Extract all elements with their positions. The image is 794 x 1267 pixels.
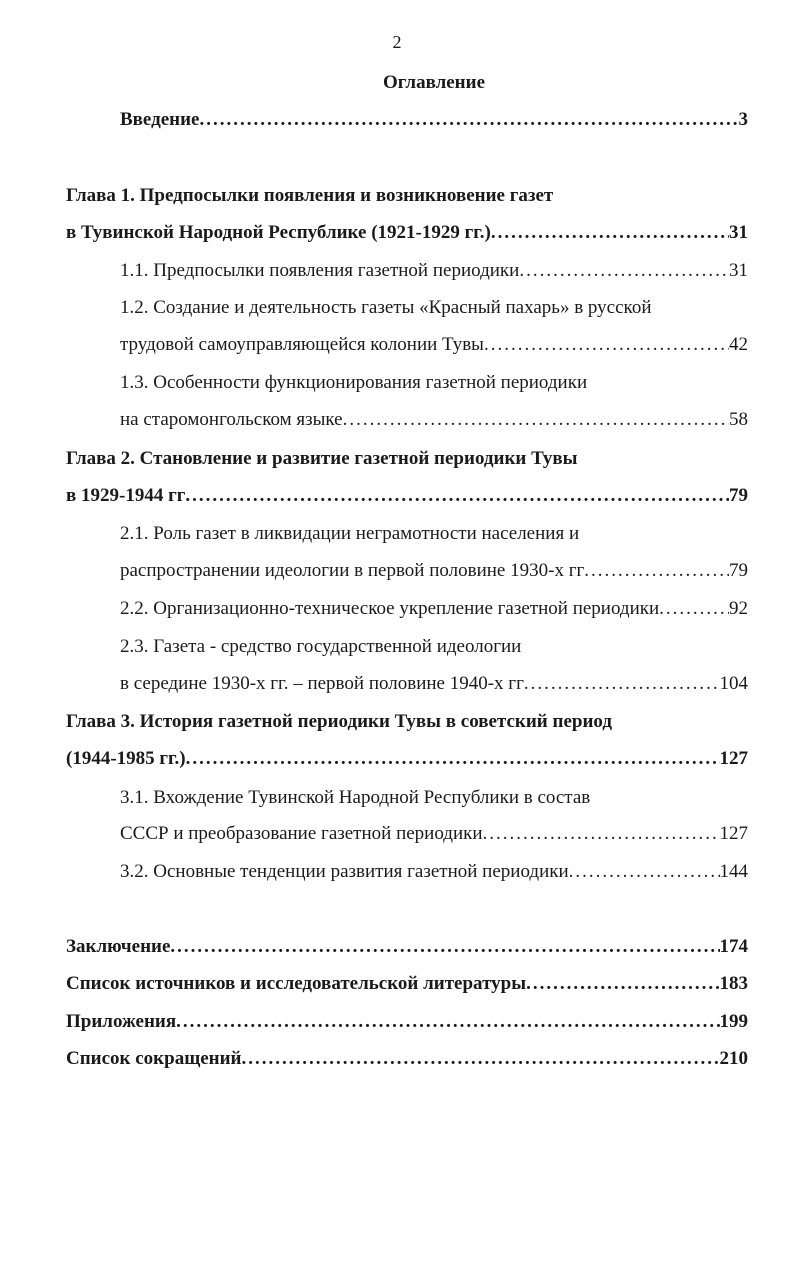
entry-title: трудовой самоуправляющейся колонии Тувы bbox=[120, 334, 484, 355]
entry-title: в 1929-1944 гг bbox=[66, 485, 186, 506]
dot-leader bbox=[176, 1008, 719, 1036]
entry-page: 31 bbox=[729, 260, 748, 281]
toc-entry-section-1-3[interactable] bbox=[120, 406, 748, 434]
dot-leader bbox=[484, 331, 729, 359]
dot-leader bbox=[185, 482, 729, 510]
dot-leader bbox=[569, 858, 720, 886]
entry-title: Список источников и исследовательской литературы bbox=[66, 973, 527, 994]
entry-page: 127 bbox=[719, 748, 748, 769]
entry-title: СССР и преобразование газетной периодики bbox=[120, 823, 483, 844]
entry-page: 42 bbox=[729, 334, 748, 355]
entry-page: 174 bbox=[719, 936, 748, 957]
entry-page: 58 bbox=[729, 409, 748, 430]
dot-leader bbox=[343, 406, 729, 434]
entry-page: 127 bbox=[719, 823, 748, 844]
toc-entry-introduction[interactable] bbox=[120, 106, 748, 134]
toc-entry-section-3-2[interactable] bbox=[120, 858, 748, 886]
entry-title: Введение bbox=[120, 109, 200, 130]
entry-page: 79 bbox=[729, 560, 748, 581]
toc-entry-chapter-2[interactable] bbox=[66, 482, 748, 510]
toc-entry-conclusion[interactable] bbox=[66, 933, 748, 961]
chapter-1-title-line-1: Глава 1. Предпосылки появления и возникновение газет bbox=[66, 185, 554, 206]
entry-page: 199 bbox=[719, 1011, 748, 1032]
entry-title: в середине 1930-х гг. – первой половине 1940-х гг bbox=[120, 673, 524, 694]
entry-page: 3 bbox=[738, 109, 748, 130]
chapter-2-title-line-1: Глава 2. Становление и развитие газетной периодики Тувы bbox=[66, 448, 578, 469]
entry-title: 3.2. Основные тенденции развития газетной периодики bbox=[120, 861, 569, 882]
toc-title: Оглавление bbox=[382, 72, 486, 93]
entry-page: 144 bbox=[719, 861, 748, 882]
toc-entry-section-2-1[interactable] bbox=[120, 557, 748, 585]
entry-title: (1944-1985 гг.) bbox=[66, 748, 186, 769]
entry-title: распространении идеологии в первой половине 1930-х гг bbox=[120, 560, 585, 581]
section-3-1-line-1: 3.1. Вхождение Тувинской Народной Республики в состав bbox=[120, 787, 591, 808]
entry-title: на старомонгольском языке bbox=[120, 409, 343, 430]
toc-entry-section-2-3[interactable] bbox=[120, 670, 748, 698]
toc-entry-chapter-3[interactable] bbox=[66, 745, 748, 773]
toc-entry-sources[interactable] bbox=[66, 970, 748, 998]
entry-page: 210 bbox=[719, 1048, 748, 1069]
section-2-1-line-1: 2.1. Роль газет в ликвидации неграмотности населения и bbox=[120, 523, 580, 544]
section-1-2-line-1: 1.2. Создание и деятельность газеты «Красный пахарь» в русской bbox=[120, 297, 652, 318]
entry-page: 31 bbox=[729, 222, 748, 243]
section-1-3-line-1: 1.3. Особенности функционирования газетной периодики bbox=[120, 372, 588, 393]
page-number: 2 bbox=[392, 32, 402, 52]
toc-entry-section-1-2[interactable] bbox=[120, 331, 748, 359]
toc-entry-section-1-1[interactable] bbox=[120, 257, 748, 285]
dot-leader bbox=[242, 1045, 720, 1073]
dot-leader bbox=[483, 820, 720, 848]
dot-leader bbox=[584, 557, 729, 585]
toc-entry-appendices[interactable] bbox=[66, 1008, 748, 1036]
toc-entry-abbreviations[interactable] bbox=[66, 1045, 748, 1073]
entry-page: 104 bbox=[719, 673, 748, 694]
dot-leader bbox=[186, 745, 720, 773]
toc-entry-section-2-2[interactable] bbox=[120, 595, 748, 623]
dot-leader bbox=[659, 595, 729, 623]
entry-page: 183 bbox=[719, 973, 748, 994]
dot-leader bbox=[519, 257, 729, 285]
dot-leader bbox=[170, 933, 719, 961]
dot-leader bbox=[526, 970, 719, 998]
entry-page: 79 bbox=[729, 485, 748, 506]
dot-leader bbox=[524, 670, 720, 698]
entry-title: Заключение bbox=[66, 936, 171, 957]
entry-title: Приложения bbox=[66, 1011, 177, 1032]
toc-entry-section-3-1[interactable] bbox=[120, 820, 748, 848]
entry-title: Список сокращений bbox=[66, 1048, 242, 1069]
entry-page: 92 bbox=[729, 598, 748, 619]
chapter-3-title-line-1: Глава 3. История газетной периодики Тувы в советский период bbox=[66, 711, 612, 732]
entry-title: в Тувинской Народной Республике (1921-1929 гг.) bbox=[66, 222, 491, 243]
dot-leader bbox=[491, 219, 729, 247]
entry-title: 1.1. Предпосылки появления газетной периодики bbox=[120, 260, 520, 281]
toc-entry-chapter-1[interactable] bbox=[66, 219, 748, 247]
dot-leader bbox=[200, 106, 739, 134]
entry-title: 2.2. Организационно-техническое укрепление газетной периодики bbox=[120, 598, 660, 619]
section-2-3-line-1: 2.3. Газета - средство государственной идеологии bbox=[120, 636, 522, 657]
